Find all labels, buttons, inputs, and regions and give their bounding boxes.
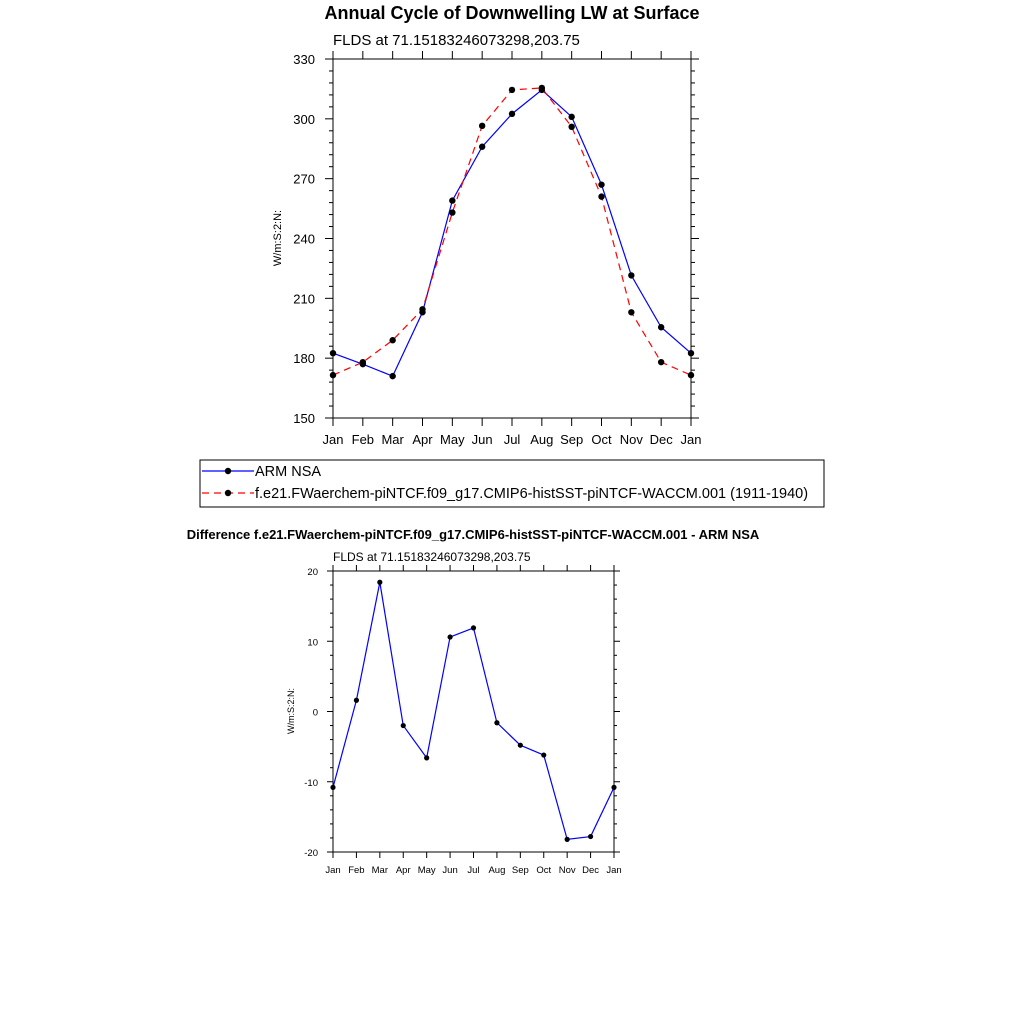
chart2-x-tick-label: Jun: [442, 865, 458, 876]
chart2-x-tick-label: Apr: [395, 865, 411, 876]
chart1-series-0-point: [449, 197, 455, 203]
legend-label-model: f.e21.FWaerchem-piNTCF.f09_g17.CMIP6-histSST-piNTCF-WACCM.001 (1911-1940): [255, 486, 809, 502]
chart2-series-0-point: [354, 698, 359, 703]
chart1-series-1-point: [479, 123, 485, 129]
chart2-y-tick-label: -20: [304, 848, 318, 859]
chart1-x-tick-label: Nov: [619, 432, 643, 447]
chart2-x-tick-label: Oct: [536, 865, 552, 876]
chart2-x-tick-label: Dec: [582, 865, 600, 876]
chart1-x-tick-label: Dec: [649, 432, 673, 447]
chart1-y-tick-label: 210: [293, 291, 315, 307]
chart1-series-0-point: [479, 144, 485, 150]
chart1-series-1-point: [449, 209, 455, 215]
chart2-series-0-point: [447, 634, 452, 639]
chart1-series-0-point: [568, 114, 574, 120]
chart1-x-tick-label: Mar: [381, 432, 404, 447]
chart1-series-1-point: [330, 372, 336, 378]
chart1-series-0-point: [509, 111, 515, 117]
chart2-x-tick-label: Mar: [371, 865, 389, 876]
chart2-x-tick-label: May: [417, 865, 436, 876]
chart2-subtitle: FLDS at 71.15183246073298,203.75: [333, 550, 531, 564]
chart1-series-0-point: [658, 324, 664, 330]
chart1-plot-area: [293, 51, 701, 447]
chart1-series-0-point: [330, 350, 336, 356]
chart2-x-tick-label: Jan: [606, 865, 622, 876]
chart1-x-tick-label: Aug: [530, 432, 554, 447]
chart2-series-0-point: [424, 755, 429, 760]
chart2-frame: [333, 571, 614, 852]
chart2-y-tick-label: 0: [312, 707, 318, 719]
chart2-series-0-point: [471, 625, 476, 630]
chart1-y-tick-label: 270: [293, 171, 315, 187]
chart2-x-tick-label: Feb: [348, 865, 365, 876]
chart2-title: Difference f.e21.FWaerchem-piNTCF.f09_g17.CMIP6-histSST-piNTCF-WACCM.001 - ARM NSA: [186, 527, 760, 542]
chart2-series-0-point: [330, 785, 335, 790]
chart2-y-tick-label: 10: [307, 637, 318, 649]
chart1-legend: [200, 460, 824, 507]
chart1-series-1-point: [598, 193, 604, 199]
chart1-series-1-point: [568, 124, 574, 130]
chart2-series-0-point: [377, 580, 382, 585]
chart2-x-tick-label: Sep: [511, 865, 529, 876]
chart1-x-tick-label: Apr: [412, 432, 433, 447]
chart1-series-line-0: [333, 90, 691, 376]
chart1-series-1-point: [658, 359, 664, 365]
chart1-y-tick-label: 240: [293, 231, 315, 247]
chart2-y-axis-label: W/m:S:2:N:: [286, 687, 296, 735]
chart2-series-line-0: [333, 582, 614, 839]
chart1-x-tick-label: May: [440, 432, 465, 447]
legend-label-arm-nsa: ARM NSA: [255, 464, 322, 480]
chart1-x-tick-label: Jan: [680, 432, 702, 447]
chart1-y-tick-label: 300: [293, 111, 315, 127]
chart2-x-tick-label: Nov: [558, 865, 576, 876]
chart1-series-1-point: [539, 85, 545, 91]
chart1-series-1-point: [419, 306, 425, 312]
chart1-x-tick-label: Sep: [560, 432, 584, 447]
chart1-series-0-point: [598, 181, 604, 187]
chart2-series-0-point: [611, 785, 616, 790]
chart1-x-tick-label: Feb: [351, 432, 375, 447]
chart1-x-tick-label: Jan: [322, 432, 344, 447]
chart2-x-tick-label: Aug: [488, 865, 506, 876]
chart2-series-0-point: [588, 834, 593, 839]
chart2-series-0-point: [565, 837, 570, 842]
chart1-x-tick-label: Jun: [471, 432, 493, 447]
chart2-x-tick-label: Jan: [325, 865, 341, 876]
chart1-y-tick-label: 330: [293, 52, 315, 67]
chart1-x-tick-label: Oct: [591, 432, 612, 447]
chart2-series-0-point: [494, 720, 499, 725]
chart1-series-1-point: [360, 359, 366, 365]
chart2-y-tick-label: -10: [304, 777, 318, 789]
chart1-series-1-point: [509, 87, 515, 93]
chart1-title: Annual Cycle of Downwelling LW at Surface: [324, 3, 700, 23]
chart2-series-0-point: [518, 743, 523, 748]
chart1-subtitle: FLDS at 71.15183246073298,203.75: [333, 32, 580, 49]
chart2-series-0-point: [401, 723, 406, 728]
chart2-x-tick-label: Jul: [467, 865, 480, 876]
chart2-plot-area: [304, 565, 621, 876]
legend-marker-model: [225, 490, 231, 496]
chart1-series-1-point: [628, 309, 634, 315]
chart1-series-line-1: [333, 88, 691, 375]
chart1-y-axis-label: W/m:S:2:N:: [272, 209, 284, 267]
chart2-series-0-point: [541, 752, 546, 757]
chart1-series-1-point: [389, 337, 395, 343]
legend-marker-arm-nsa: [225, 468, 231, 474]
chart1-x-tick-label: Jul: [503, 432, 521, 447]
chart1-series-0-point: [389, 373, 395, 379]
chart1-series-1-point: [688, 372, 694, 378]
chart1-y-tick-label: 180: [293, 351, 315, 367]
chart1-series-0-point: [628, 272, 634, 278]
chart1-y-tick-label: 150: [293, 411, 315, 426]
chart1-series-0-point: [688, 350, 694, 356]
chart2-y-tick-label: 20: [307, 567, 318, 578]
